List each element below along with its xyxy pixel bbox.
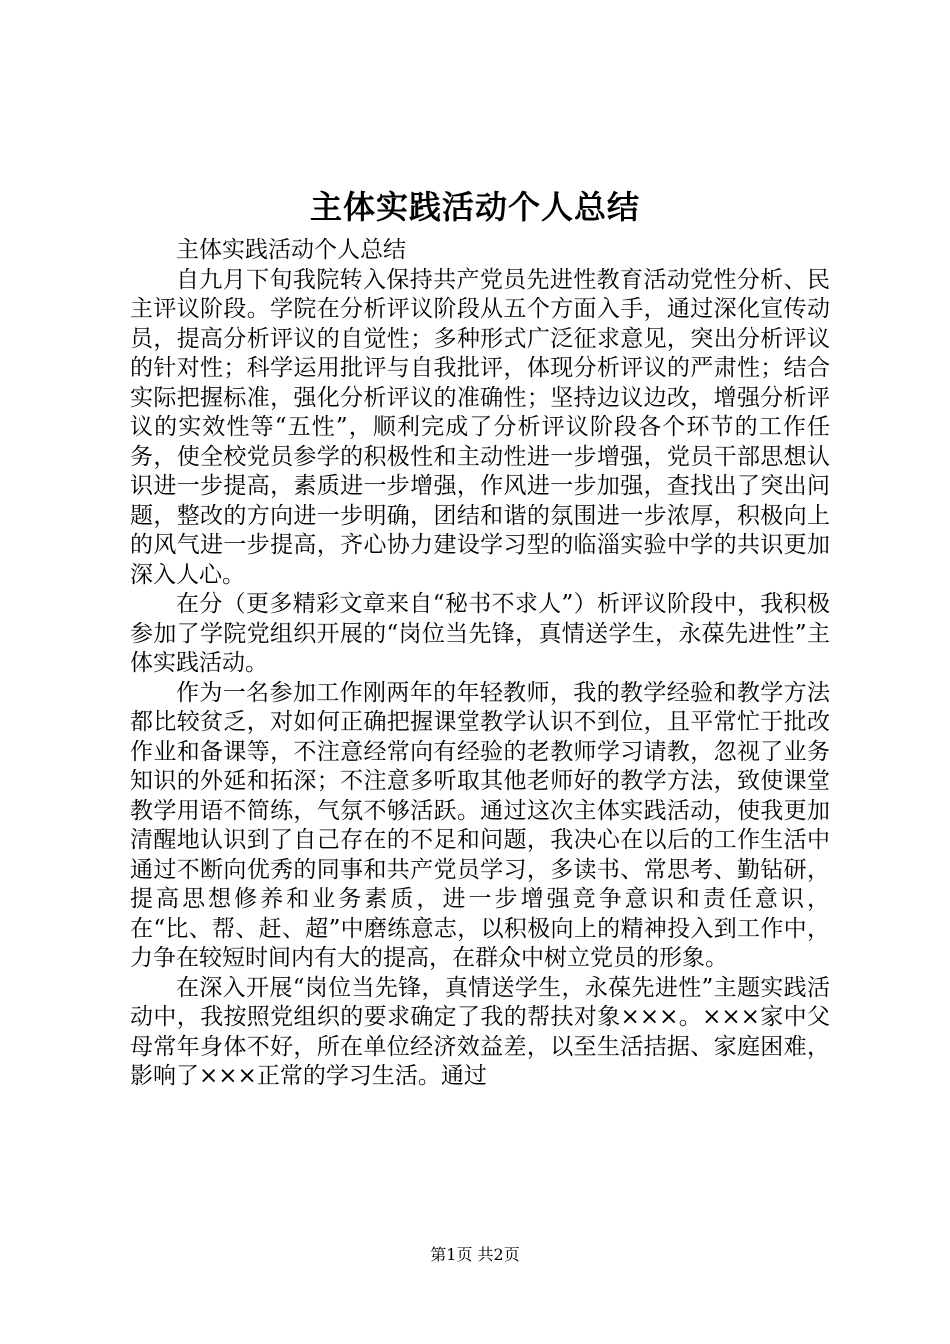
- paragraph: 自九月下旬我院转入保持共产党员先进性教育活动党性分析、民主评议阶段。学院在分析评议阶段从五个方面入手，通过深化宣传动员，提高分析评议的自觉性；多种形式广泛征求意见，突出分析评议的针对性；科学运用批评与自我批评，体现分析评议的严肃性；结合实际把握标准，强化分析评议的准确性；坚持边议边改，增强分析评议的实效性等“五性”，顺利完成了分析评议阶段各个环节的工作任务，使全校党员参学的积极性和主动性进一步增强，党员干部思想认识进一步提高，素质进一步增强，作风进一步加强，查找出了突出问题，整改的方向进一步明确，团结和谐的氛围进一步浓厚，积极向上的风气进一步提高，齐心协力建设学习型的临淄实验中学的共识更加深入人心。: [130, 266, 830, 588]
- paragraph: 作为一名参加工作刚两年的年轻教师，我的教学经验和教学方法都比较贫乏，对如何正确把握课堂教学认识不到位，且平常忙于批改作业和备课等，不注意经常向有经验的老教师学习请教，忽视了业务知识的外延和拓深；不注意多听取其他老师好的教学方法，致使课堂教学用语不简练，气氛不够活跃。通过这次主体实践活动，使我更加清醒地认识到了自己存在的不足和问题，我决心在以后的工作生活中通过不断向优秀的同事和共产党员学习，多读书、常思考、勤钻研，提高思想修养和业务素质，进一步增强竞争意识和责任意识，在“比、帮、赶、超”中磨练意志，以积极向上的精神投入到工作中，力争在较短时间内有大的提高，在群众中树立党员的形象。: [130, 679, 830, 971]
- page-footer: 第1页 共2页: [430, 1245, 520, 1264]
- paragraph: 在深入开展“岗位当先锋，真情送学生，永葆先进性”主题实践活动中，我按照党组织的要求确定了我的帮扶对象×××。×××家中父母常年身体不好，所在单位经济效益差，以至生活拮据、家庭困难，影响了×××正常的学习生活。通过: [130, 974, 830, 1089]
- document-title: 主体实践活动个人总结: [309, 188, 640, 226]
- paragraph: 在分（更多精彩文章来自“秘书不求人”）析评议阶段中，我积极参加了学院党组织开展的“岗位当先锋，真情送学生，永葆先进性”主体实践活动。: [130, 591, 830, 676]
- paragraph-subtitle: 主体实践活动个人总结: [176, 237, 406, 263]
- document-body: [130, 236, 830, 1092]
